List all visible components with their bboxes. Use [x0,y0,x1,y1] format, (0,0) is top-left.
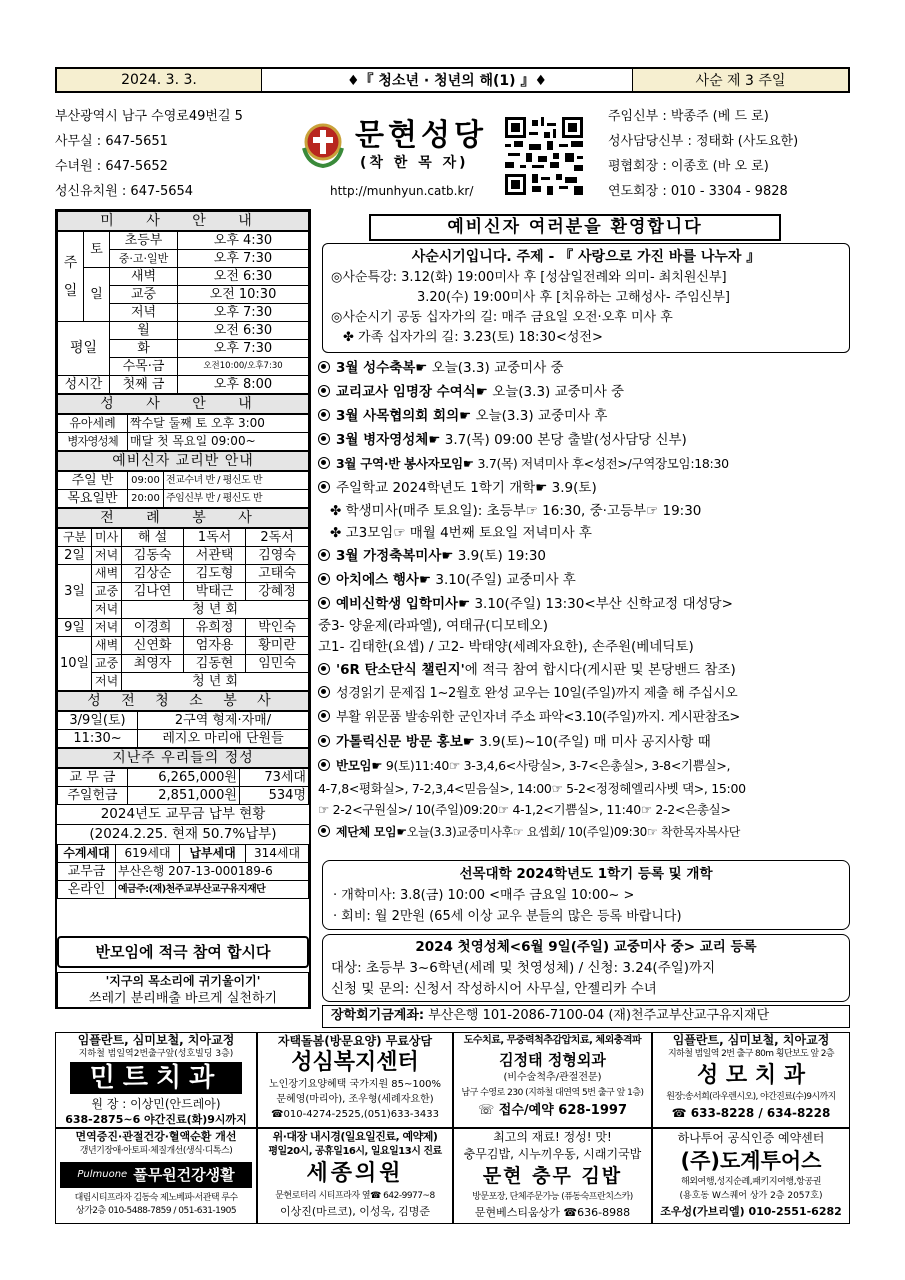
bullet-icon [318,573,330,585]
reader2: 박인숙 [246,619,309,637]
sun-label: 일 [84,268,110,322]
notice-item: 예비신학생 입학미사☛ 3.10(주일) 13:30<부산 신학교정 대성당> [318,592,850,616]
earth-line1: '지구의 목소리에 귀기울이기' [105,974,261,988]
class-time: 09:00 [128,472,164,490]
notice-item: '6R 탄소단식 챌린지'에 적극 참여 합시다(게시판 및 본당밴드 참조) [318,658,850,682]
notice-item: 3월 구역·반 봉사자모임☛ 3.7(목) 저녁미사 후<성전>/구역장모임:18:30 [318,452,850,476]
ad-mint-dental[interactable] [55,1032,257,1128]
date: 2024. 3. 3. [57,69,262,91]
office-phone: 사무실 : 647-5651 [55,134,168,149]
ad-line: 남구 수영로 230 (지하철 대연역 5번 출구 앞 1층) [461,1088,644,1098]
households-count: 619세대 [116,845,180,863]
ad-line: ☎010-4274-2525,(051)633-3433 [271,1109,439,1120]
lent-title: 사순시기입니다. 주제 - 『 사랑으로 가진 바를 나누자 』 [411,249,761,265]
notice-item: 주일학교 2024학년도 1학기 개학☛ 3.9(토) [318,476,850,500]
scholarship-text: 부산은행 101-2086-7100-04 (재)천주교부산교구유지재단 [424,1008,770,1023]
ad-chungmu-gimbap[interactable] [453,1128,652,1224]
ad-line: 임플란트, 심미보철, 치아교정 [672,1033,830,1047]
col-head: 구분 [58,529,92,547]
ad-sungsim-welfare[interactable] [257,1032,453,1128]
bullet-icon [318,361,330,373]
offering-count: 73세대 [240,769,309,787]
mass-time: 오후 8:00 [178,376,309,394]
reader2: 황미란 [246,637,309,655]
ad-dogye-tours[interactable] [652,1128,850,1224]
ad-line: 하나투어 공식인증 예약센터 [677,1131,825,1145]
ad-kim-orthopedic[interactable] [453,1032,652,1128]
weekday-label: 평일 [58,322,110,376]
mass: 교중 [92,655,122,673]
ad-line: 이상진(마르코), 이성욱, 김명준 [279,1205,431,1218]
school-detail: ✤ 고3모임☞ 매월 4번째 토요일 저녁미사 후 [330,525,592,541]
mass: 새벽 [92,565,122,583]
lent-box [322,243,850,353]
lent-lecture-1: ◎사순특강: 3.12(화) 19:00미사 후 [성삼일전례와 의미- 최치원신부] [331,270,727,285]
mass-time: 오전 10:30 [178,286,309,304]
mass-type: 월 [110,322,178,340]
mass: 교중 [92,583,122,601]
ad-sejong-clinic[interactable] [257,1128,453,1224]
ad-line: 638-2875~6 야간진료(화)9시까지 [65,1113,247,1126]
bank-label: 교무금 [58,863,116,881]
notice-item: 교리교사 임명장 수여식☛ 오늘(3.3) 교중미사 중 [318,380,850,404]
bullet-icon [318,549,330,561]
mass-type: 저녁 [110,304,178,322]
ad-line: 대림시티프라자 김동숙 제노베파·서관택 루수 [74,1193,238,1203]
banmoim-detail: 4-7,8<평화실>, 7-2,3,4<믿음실>, 14:00☞ 5-2<정정헤엘리사벳 댁>, 15:00 [318,781,746,796]
ad-title: 김정태 정형외과 [499,1051,606,1069]
top-bar [55,67,850,93]
yeondo-president: 연도회장 : 010 - 3304 - 9828 [608,184,788,199]
mass-type: 중·고·일반 [110,250,178,268]
notice-item: 가톨릭신문 방문 홍보☛ 3.9(토)~10(주일) 매 미사 공지사항 때 [318,730,850,754]
ad-line: ☏ 접수/예약 628-1997 [477,1103,627,1118]
youth-group: 청 년 회 [122,673,309,691]
lent-lecture-2: 3.20(수) 19:00미사 후 [치유하는 고해성사- 주임신부] [417,290,730,305]
scholarship-account [322,1005,850,1028]
day: 3일 [58,565,92,619]
day: 2일 [58,547,92,565]
reader2: 김영숙 [246,547,309,565]
notice-item: 3월 가정축복미사☛ 3.9(토) 19:30 [318,544,850,568]
ad-title: (주)도계투어스 [680,1149,822,1173]
mass-time: 오후 7:30 [178,304,309,322]
mass-schedule-table [57,231,309,394]
notice-item: 3월 사목협의회 회의☛ 오늘(3.3) 교중미사 후 [318,404,850,428]
mass-type: 새벽 [110,268,178,286]
ad-line: ☎ 633-8228 / 634-8228 [671,1106,831,1120]
tithe-status: (2024.2.25. 현재 50.7%납부) [89,826,277,842]
school-detail: ✤ 학생미사(매주 토요일): 초등부☞ 16:30, 중·고등부☞ 19:30 [330,503,702,519]
senior-line: · 회비: 월 2만원 (65세 이상 교우 분들의 많은 등록 바랍니다) [333,909,682,924]
senior-line: · 개학미사: 3.8(금) 10:00 <매주 금요일 10:00~ > [333,888,635,903]
council-president: 평협회장 : 이종호 (바 오 로) [608,159,769,174]
senior-college-box [322,860,850,930]
ad-title: 풀무원건강생활 [133,1166,235,1184]
mass-time: 오전10:00/오후7:30 [178,358,309,376]
notice-item: 3월 성수축복☛ 오늘(3.3) 교중미사 중 [318,356,850,380]
mass-schedule-title: 미 사 안 내 [57,211,309,231]
bank-account: 부산은행 207-13-000189-6 [116,863,309,881]
ad-title: 성심복지센터 [291,1050,419,1075]
website-link[interactable]: http://munhyun.catb.kr/ [330,184,474,198]
communion-title: 2024 첫영성체<6월 9일(주일) 교중미사 중> 교리 등록 [415,939,757,955]
reader1: 김도형 [184,565,246,583]
mass-type: 초등부 [110,232,178,250]
bullet-icon [318,457,330,469]
bullet-icon [318,409,330,421]
contact-info [55,104,305,204]
commentator: 김상순 [122,565,184,583]
households-label: 수계세대 [58,845,116,863]
col-head: 해 설 [122,529,184,547]
church-emblem-icon [298,118,348,170]
senior-title: 선목대학 2024학년도 1학기 등록 및 개학 [459,866,713,882]
mass-time: 오후 4:30 [178,232,309,250]
staff-list [608,104,848,204]
cleaning-group: 2구역 형제·자매/ [138,712,309,730]
scholarship-label: 장학회기금계좌: [331,1008,425,1023]
kindergarten-phone: 성신유치원 : 647-5654 [55,184,194,199]
ad-line: 지하철 범일역2번출구앞(성호빌딩 3층) [78,1049,234,1059]
pastor: 주임신부 : 박종주 (베 드 로) [608,109,769,124]
reader1: 유희정 [184,619,246,637]
reader1: 박태근 [184,583,246,601]
catechumen-table [57,471,309,508]
tithe-title: 2024년도 교무금 납부 현황 [57,805,309,825]
tithe-table [57,844,309,899]
commentator: 신연화 [122,637,184,655]
mass-type: 교중 [110,286,178,304]
sunday-label: 주일 [58,232,84,322]
church-motto: (착 한 목 자) [360,155,469,171]
sat-label: 토 [84,232,110,268]
class-name: 목요일반 [58,490,128,508]
reader1: 서관택 [184,547,246,565]
bullet-icon [318,385,330,397]
mass-type: 수목·금 [110,358,178,376]
youth-group: 청 년 회 [122,601,309,619]
notice-item: 아치에스 행사☛ 3.10(주일) 교중미사 후 [318,568,850,592]
sacrament-name: 병자영성체 [58,433,128,451]
class-teacher: 주임신부 반 / 평신도 반 [164,490,309,508]
bullet-icon [318,759,330,771]
banmoim-detail: ☞ 2-2<구원실>/ 10(주일)09:20☞ 4-1,2<기쁨실>, 11:40☞ 2-2<은총실> [318,802,731,817]
commentator: 김동숙 [122,547,184,565]
ad-line: 원장:송서희(라우렌시오), 야간진료(수)9시까지 [666,1092,836,1102]
reader2: 고태숙 [246,565,309,583]
mass-time: 오전 6:30 [178,322,309,340]
ad-line: 노인장기요양혜택 국가지원 85~100% [269,1079,441,1090]
ad-line: 도수치료, 무중력척추감압치료, 체외충격파 [463,1035,642,1046]
ad-line: 문혜영(마리아), 조우형(세례자요한) [276,1094,434,1105]
sacrament-time: 짝수달 둘째 토 오후 3:00 [128,415,309,433]
ad-line: 자택돌봄(방문요양) 무료상담 [277,1034,433,1048]
lent-family-stations: ✤ 가족 십자가의 길: 3.23(토) 18:30<성전> [343,330,603,345]
offering-type: 주일헌금 [58,787,128,805]
ad-pulmuone-logo [60,1162,252,1188]
mass-type: 화 [110,340,178,358]
ad-line: 충무김밥, 시누끼우동, 시래기국밥 [463,1147,642,1161]
notice-item: 부활 위문품 발송위한 군인자녀 주소 파악<3.10(주일)까지. 게시판참조> [318,706,850,730]
offering-table [57,768,309,805]
class-time: 20:00 [128,490,164,508]
church-name: 문현성당 [355,118,487,153]
reader2: 강혜정 [246,583,309,601]
earth-line2: 쓰레기 분리배출 바르게 실천하기 [88,991,278,1006]
reader2: 임민숙 [246,655,309,673]
ad-line: 조우성(가브리엘) 010-2551-6282 [660,1205,842,1218]
commentator: 김나연 [122,583,184,601]
ad-line: (비수술척추/관절전문) [503,1072,602,1083]
notice-item: 제단체 모임☛오늘(3.3)교중미사후☞ 요셉회/ 10(주일)09:30☞ 착한목자복사단 [318,820,850,844]
commentator: 최영자 [122,655,184,673]
ad-pulmuone[interactable] [55,1128,257,1224]
earth-campaign [57,972,309,1008]
day: 10일 [58,637,92,691]
offering-title: 지난주 우리들의 정성 [57,748,309,768]
qr-code-icon[interactable] [505,117,583,195]
day: 9일 [58,619,92,637]
ad-title: 세종의원 [306,1161,404,1186]
ad-line: (용호동 W스퀘어 상가 2층 2057호) [679,1191,823,1201]
offering-type: 교 무 금 [58,769,128,787]
online-account: 예금주:(재)천주교부산교구유지재단 [116,881,309,899]
ad-title: 성 모 치 과 [697,1062,805,1088]
bullet-icon [318,686,330,698]
ad-line: 원 장 : 이상민(안드레아) [91,1097,221,1111]
mass: 저녁 [92,601,122,619]
commentator: 이경희 [122,619,184,637]
col-head: 미사 [92,529,122,547]
ad-line: 지하철 범일역 2번 출구 80m 횡단보도 앞 2층 [668,1049,834,1059]
mass-type: 첫째 금 [110,376,178,394]
bullet-icon [318,433,330,445]
communion-line: 신청 및 문의: 신청서 작성하시어 사무실, 안젤리카 수녀 [331,981,657,997]
ad-line: 면역증진·관절건강·혈액순환 개선 [75,1130,237,1143]
col-head: 2독서 [246,529,309,547]
communion-line: 대상: 초등부 3~6학년(세례 및 첫영성체) / 신청: 3.24(주일)까지 [331,960,716,976]
lent-stations: ◎사순시기 공동 십자가의 길: 매주 금요일 오전·오후 미사 후 [331,310,673,325]
sacrament-name: 유아세례 [58,415,128,433]
class-name: 주일 반 [58,472,128,490]
notice-item: 반모임☛ 9(토)11:40☞ 3-3,4,6<사랑실>, 3-7<은총실>, 3-8<기쁨실>, [318,754,850,778]
notice-item: 성경읽기 문제집 1~2월호 완성 교우는 10일(주일)까지 제출 해 주십시오 [318,682,850,706]
mass: 저녁 [92,673,122,691]
mass-time: 오후 7:30 [178,340,309,358]
left-info-column [55,209,311,1009]
liturgy-table [57,528,309,691]
liturgical-week: 사순 제 3 주일 [632,69,848,91]
liturgy-title: 전 례 봉 사 [57,508,309,528]
mass: 저녁 [92,547,122,565]
seminary-names: 중3- 양윤제(라파엘), 여태규(디모테오) [318,618,548,634]
online-label: 온라인 [58,881,116,899]
pulmuone-logo-text: Pulmuone [77,1169,128,1180]
sacrament-title: 성 사 안 내 [57,394,309,414]
catechumen-title: 예비신자 교리반 안내 [57,451,309,471]
ad-line: 최고의 재료! 정성! 맛! [493,1130,612,1144]
ad-line: 평일20시, 공휴일16시, 일요일13시 진료 [268,1146,442,1157]
assistant-priest: 성사담당신부 : 정태화 (사도요한) [608,134,799,149]
bullet-icon [318,710,330,722]
ad-line: 갱년기장애·아토피·체질개선(생식·디톡스) [79,1146,233,1156]
ad-line: 상가2층 010-5488-7859 / 051-631-1905 [75,1206,237,1216]
address: 부산광역시 남구 수영로49번길 5 [55,109,243,124]
bullet-icon [318,481,330,493]
ad-title: 문현 충무 김밥 [482,1165,623,1187]
first-communion-box [322,934,850,1002]
welcome-banner: 예비신자 여러분을 환영합니다 [369,214,781,241]
cleaning-group: 레지오 마리애 단원들 [138,730,309,748]
ad-title: 민트치과 [70,1062,242,1094]
banmoim-banner: 반모임에 적극 참여 합시다 [57,936,309,968]
notices-list [318,356,850,844]
ad-sungmo-dental[interactable] [652,1032,850,1128]
cleaning-title: 성 전 청 소 봉 사 [57,691,309,711]
offering-amount: 2,851,000원 [128,787,240,805]
col-head: 1독서 [184,529,246,547]
bullet-icon [318,663,330,675]
ad-line: 임플란트, 심미보철, 치아교정 [77,1033,235,1047]
seminary-names: 고1- 김태한(요셉) / 고2- 박태양(세례자요한), 손주원(베네딕토) [318,639,694,655]
cleaning-date: 3/9일(토) [58,712,138,730]
bullet-icon [318,597,330,609]
mass: 저녁 [92,619,122,637]
ad-line: 문현로터리 시티프라자 옆☎ 642-9977~8 [275,1191,435,1201]
sacrament-time: 매달 첫 목요일 09:00~ [128,433,309,451]
cleaning-table [57,711,309,748]
class-teacher: 전교수녀 반 / 평신도 반 [164,472,309,490]
notice-item: 3월 병자영성체☛ 3.7(목) 09:00 본당 출발(성사담당 신부) [318,428,850,452]
bullet-icon [318,735,330,747]
mass: 새벽 [92,637,122,655]
ad-line: 해외여행,성지순례,패키지여행,항공권 [680,1177,822,1187]
offering-amount: 6,265,000원 [128,769,240,787]
sacrament-table [57,414,309,451]
paid-count: 314세대 [246,845,309,863]
bullet-icon [318,825,330,837]
ad-line: 문현베스티움상가 ☎636-8988 [474,1206,631,1219]
ad-line: 위·대장 내시경(일요일진료, 예약제) [272,1130,438,1143]
ad-line: 방문포장, 단체주문가능 (퓨동숙프란치스카) [472,1192,633,1202]
convent-phone: 수녀원 : 647-5652 [55,159,168,174]
offering-count: 534명 [240,787,309,805]
theme-title: ♦『 청소년 · 청년의 해(1) 』♦ [347,73,547,89]
paid-label: 납부세대 [180,845,246,863]
mass-time: 오전 6:30 [178,268,309,286]
reader1: 김동현 [184,655,246,673]
cleaning-time: 11:30~ [58,730,138,748]
holy-hour-label: 성시간 [58,376,110,394]
reader1: 엄자용 [184,637,246,655]
mass-time: 오후 7:30 [178,250,309,268]
